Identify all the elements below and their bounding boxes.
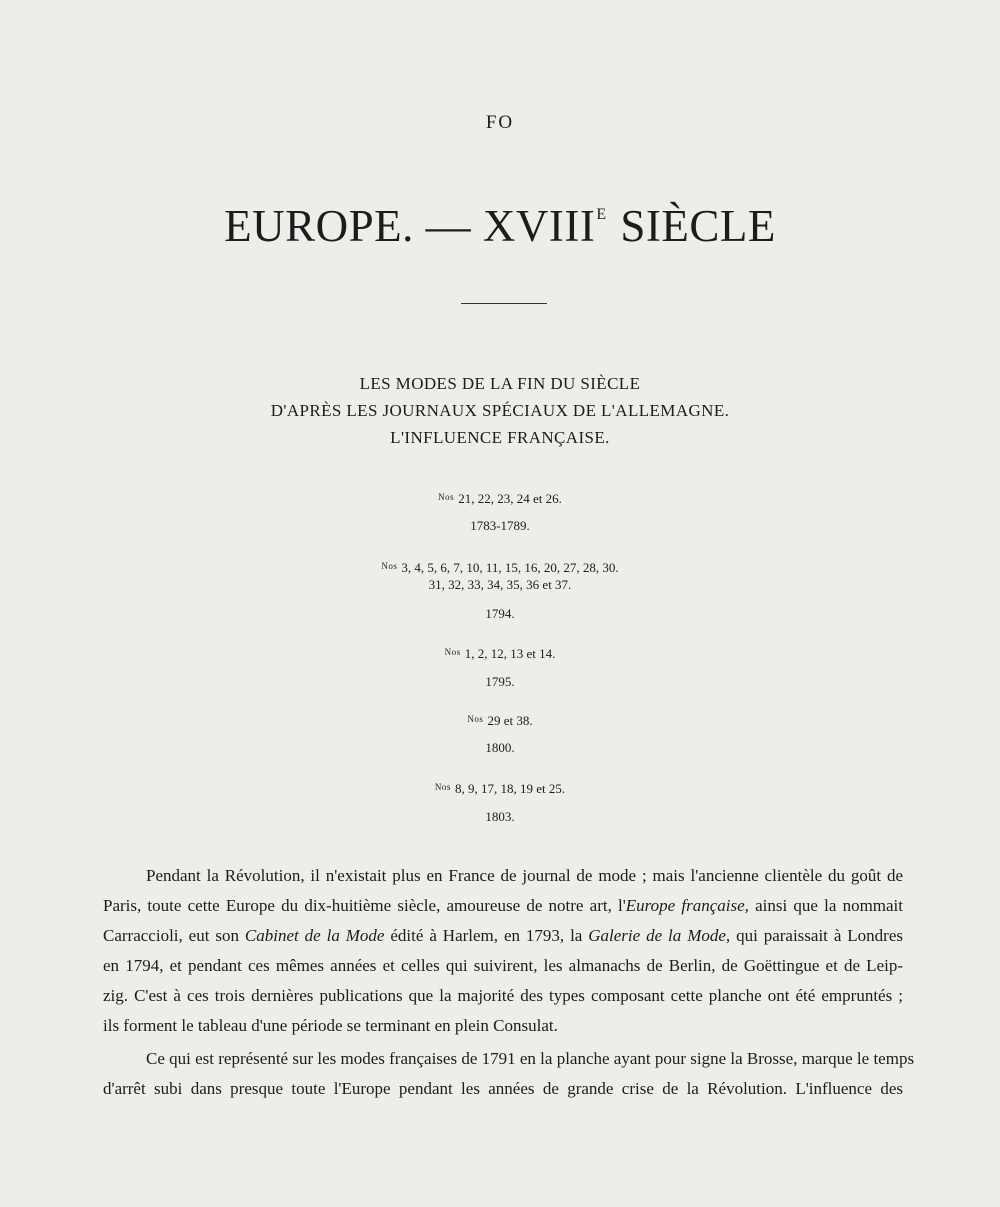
paragraph-2 [103, 1044, 915, 1104]
paragraph-line: Carraccioli, eut son Cabinet de la Mode édité à Harlem, en 1793, la Galerie de la Mode, qui paraissait à Londres [103, 926, 903, 945]
entry-numbers [0, 643, 1000, 663]
paragraph-line: Pendant la Révolution, il n'existait plus en France de journal de mode ; mais l'ancienne clientèle du goût de [146, 866, 903, 885]
paragraph-line: zig. C'est à ces trois dernières publications que la majorité des types composant cette planche ont été empruntés ; [103, 986, 903, 1005]
title-superscript: E [596, 206, 607, 223]
entry-number-list: 21, 22, 23, 24 et 26. [458, 491, 562, 506]
entry-numbers [0, 710, 1000, 730]
title-main-after: SIÈCLE [620, 201, 776, 251]
paragraph-1 [103, 861, 903, 1041]
entry-prefix: Nos [467, 714, 484, 724]
entry-prefix: Nos [444, 647, 461, 657]
entry-prefix: Nos [434, 782, 451, 792]
title-main-before: EUROPE. — XVIII [224, 201, 596, 251]
entry-date: 1800. [485, 740, 515, 755]
subtitle-line-1: LES MODES DE LA FIN DU SIÈCLE [359, 374, 641, 393]
entry-numbers [0, 778, 1000, 798]
entry-date: 1795. [485, 674, 515, 689]
entry-date: 1794. [485, 606, 515, 621]
entry-numbers-continued: 31, 32, 33, 34, 35, 36 et 37. [428, 577, 572, 592]
entry-number-list: 29 et 38. [487, 713, 533, 728]
entry-number-list: 1, 2, 12, 13 et 14. [464, 646, 556, 661]
entry-numbers [0, 488, 1000, 508]
entry-prefix: Nos [381, 561, 398, 571]
paragraph-line: Ce qui est représenté sur les modes françaises de 1791 en la planche ayant pour signe la Brosse, marque le temps [146, 1049, 915, 1068]
paragraph-line: ils forment le tableau d'une période se terminant en plein Consulat. [103, 1016, 558, 1035]
paragraph-line: Paris, toute cette Europe du dix-huitième siècle, amoureuse de notre art, l'Europe française, ainsi que la nommait [103, 896, 904, 915]
italic-title: Europe française, [625, 896, 749, 915]
italic-title: Galerie de la Mode, [588, 926, 731, 945]
subtitle-line-3: L'INFLUENCE FRANÇAISE. [390, 428, 610, 447]
entry-prefix: Nos [438, 492, 455, 502]
page-title [0, 196, 1000, 267]
entry-date: 1803. [485, 809, 515, 824]
italic-title: Cabinet de la Mode [244, 926, 385, 945]
page-marker: FO [485, 112, 515, 133]
subtitle [0, 370, 1000, 451]
paragraph-line: d'arrêt subi dans presque toute l'Europe pendant les années de grande crise de la Révolution. L'influence des [103, 1079, 903, 1098]
entry-number-list: 3, 4, 5, 6, 7, 10, 11, 15, 16, 20, 27, 28, 30. [401, 560, 619, 575]
entry-number-list: 8, 9, 17, 18, 19 et 25. [454, 781, 566, 796]
title-divider [461, 303, 547, 304]
entry-numbers [0, 557, 1000, 577]
subtitle-line-2: D'APRÈS LES JOURNAUX SPÉCIAUX DE L'ALLEMAGNE. [270, 401, 730, 420]
entry-date: 1783-1789. [470, 518, 530, 533]
paragraph-line: en 1794, et pendant ces mêmes années et celles qui suivirent, les almanachs de Berlin, de Goëttingue et de Leip- [103, 956, 903, 975]
